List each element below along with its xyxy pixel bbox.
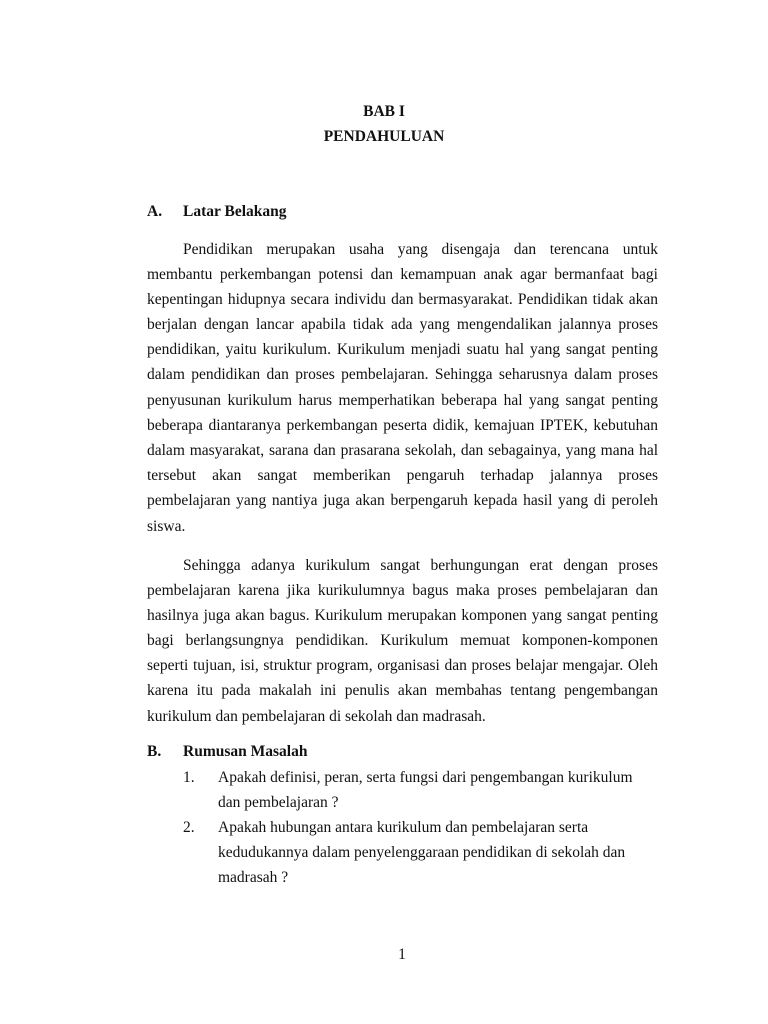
paragraph-line: siswa. — [147, 517, 186, 535]
chapter-title: PENDAHULUAN — [323, 128, 445, 145]
page-number: 1 — [398, 946, 406, 963]
section-a-title: Latar Belakang — [183, 203, 287, 220]
list-item-text: Apakah hubungan antara kurikulum dan pembelajaran serta — [218, 818, 589, 836]
section-b-heading — [147, 739, 307, 764]
paragraph-line: seperti tujuan, isi, struktur program, organisasi dan proses belajar mengajar. Oleh — [147, 657, 658, 675]
section-a-heading — [147, 199, 287, 224]
paragraph-line: penyusunan kurikulum harus memperhatikan beberapa hal yang sangat penting — [147, 391, 658, 409]
paragraph-line: karena itu pada makalah ini penulis akan membahas tentang pengembangan — [147, 682, 658, 700]
list-item — [183, 765, 663, 815]
paragraph-line: kepentingan hidupnya secara individu dan bermasyarakat. Pendidikan tidak akan — [147, 290, 658, 308]
paragraph-line: membantu perkembangan potensi dan kemampuan anak agar bermanfaat bagi — [147, 265, 658, 283]
list-item-number: 1. — [183, 768, 195, 786]
list-item-number: 2. — [183, 818, 195, 836]
paragraph-line: hasilnya juga akan bagus. Kurikulum merupakan komponen yang sangat penting — [147, 606, 658, 624]
paragraph-line: beberapa diantaranya perkembangan peserta didik, kemajuan IPTEK, kebutuhan — [147, 416, 658, 434]
paragraph-line: berjalan dengan lancar apabila tidak ada yang mengendalikan jalannya proses — [147, 316, 658, 334]
paragraph-line: pembelajaran yang nantiya juga akan berpengaruh kepada hasil yang di peroleh — [147, 492, 658, 510]
list-item — [183, 815, 663, 891]
paragraph-line: kurikulum dan pembelajaran di sekolah dan madrasah. — [147, 707, 486, 725]
paragraph-line: pembelajaran karena jika kurikulumnya bagus maka proses pembelajaran dan — [147, 581, 658, 599]
list-item-text: dan pembelajaran ? — [218, 793, 339, 811]
problem-list — [183, 765, 663, 891]
section-b-title: Rumusan Masalah — [183, 743, 308, 760]
section-b-label: B. — [147, 743, 162, 760]
paragraph-1 — [147, 237, 658, 539]
paragraph-line: tersebut akan sangat memberikan pengaruh terhadap jalannya proses — [147, 467, 658, 485]
paragraph-line: bagi berlangsungnya pendidikan. Kurikulum memuat komponen-komponen — [147, 632, 658, 650]
section-a-label: A. — [147, 203, 163, 220]
paragraph-line: dalam pendidikan dan proses pembelajaran. Sehingga seharusnya dalam proses — [147, 366, 658, 384]
list-item-text: Apakah definisi, peran, serta fungsi dari pengembangan kurikulum — [218, 768, 633, 786]
paragraph-line: Pendidikan merupakan usaha yang disengaja dan terencana untuk — [183, 240, 658, 258]
list-item-text: kedudukannya dalam penyelenggaraan pendidikan di sekolah dan — [218, 844, 626, 862]
paragraph-line: pendidikan, yaitu kurikulum. Kurikulum menjadi suatu hal yang sangat penting — [147, 341, 658, 359]
paragraph-line: dalam masyarakat, sarana dan prasarana sekolah, dan sebagainya, yang mana hal — [147, 442, 658, 459]
list-item-text: madrasah ? — [218, 869, 289, 887]
chapter-number: BAB I — [363, 103, 405, 120]
paragraph-2 — [147, 553, 658, 729]
paragraph-line: Sehingga adanya kurikulum sangat berhungungan erat dengan proses — [183, 556, 658, 574]
